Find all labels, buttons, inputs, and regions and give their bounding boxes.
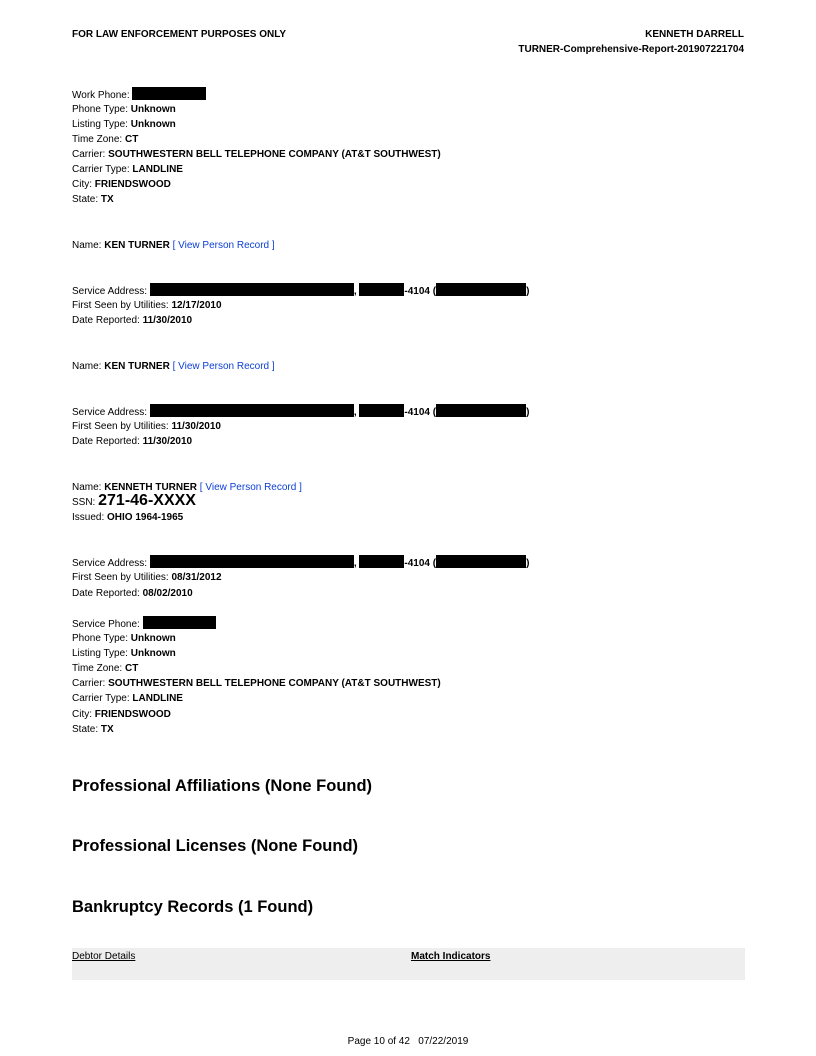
redaction-box — [359, 283, 404, 296]
phone-type-line — [72, 102, 176, 117]
zip-suffix: -4104 ( — [404, 286, 437, 297]
service-address-line — [72, 555, 529, 571]
first-seen-label: First Seen by Utilities: — [72, 421, 169, 432]
listing-type-value: Unknown — [130, 648, 176, 659]
view-person-record-link[interactable]: [ View Person Record ] — [199, 482, 302, 493]
header-subject-name: KENNETH DARRELL — [645, 29, 744, 40]
date-reported-value: 08/02/2010 — [142, 588, 193, 599]
view-person-record-link[interactable]: [ View Person Record ] — [172, 240, 275, 251]
service-phone-line — [72, 616, 216, 632]
date-reported-line — [72, 434, 192, 449]
page-number: Page 10 of 42 — [347, 1036, 410, 1047]
city-value: FRIENDSWOOD — [94, 709, 171, 720]
redaction-box — [359, 404, 404, 417]
service-address-label: Service Address: — [72, 407, 148, 418]
redaction-box — [436, 555, 526, 568]
carrier-value: SOUTHWESTERN BELL TELEPHONE COMPANY (AT&T SOUTHWEST) — [108, 678, 441, 689]
address-close-paren: ) — [526, 286, 530, 297]
ssn-line — [72, 493, 196, 510]
phone-type-label: Phone Type: — [72, 104, 128, 115]
redaction-box — [150, 404, 354, 417]
person-name: KEN TURNER — [104, 240, 170, 251]
name-label: Name: — [72, 482, 102, 493]
date-reported-label: Date Reported: — [72, 315, 140, 326]
carrier-type-label: Carrier Type: — [72, 164, 130, 175]
state-line — [72, 722, 114, 737]
bankruptcy-table-header — [72, 948, 745, 980]
first-seen-line — [72, 570, 222, 585]
zip-suffix: -4104 ( — [404, 558, 437, 569]
city-label: City: — [72, 179, 92, 190]
record-name-line — [72, 238, 275, 253]
carrier-line — [72, 676, 441, 691]
issued-line — [72, 510, 183, 525]
address-close-paren: ) — [526, 407, 530, 418]
service-address-label: Service Address: — [72, 558, 148, 569]
service-address-line — [72, 283, 529, 299]
header-disclaimer: FOR LAW ENFORCEMENT PURPOSES ONLY — [72, 29, 287, 40]
debtor-details-column-header[interactable]: Debtor Details — [72, 951, 136, 962]
carrier-value: SOUTHWESTERN BELL TELEPHONE COMPANY (AT&T SOUTHWEST) — [108, 149, 441, 160]
carrier-type-value: LANDLINE — [132, 164, 183, 175]
time-zone-label: Time Zone: — [72, 134, 123, 145]
redaction-box — [143, 616, 216, 629]
carrier-label: Carrier: — [72, 678, 106, 689]
ssn-label: SSN: — [72, 497, 96, 508]
address-comma: , — [353, 558, 357, 569]
work-phone-label: Work Phone: — [72, 90, 130, 101]
redaction-box — [436, 283, 526, 296]
state-label: State: — [72, 724, 99, 735]
carrier-type-line — [72, 691, 183, 706]
carrier-type-line — [72, 162, 183, 177]
address-comma: , — [353, 407, 357, 418]
state-value: TX — [100, 194, 114, 205]
time-zone-line — [72, 132, 138, 147]
redaction-box — [150, 283, 354, 296]
date-reported-value: 11/30/2010 — [142, 315, 193, 326]
carrier-line — [72, 147, 441, 162]
service-phone-label: Service Phone: — [72, 619, 140, 630]
time-zone-value: CT — [124, 134, 139, 145]
service-address-label: Service Address: — [72, 286, 148, 297]
state-label: State: — [72, 194, 99, 205]
listing-type-label: Listing Type: — [72, 648, 128, 659]
person-name: KEN TURNER — [104, 361, 170, 372]
redaction-box — [436, 404, 526, 417]
city-label: City: — [72, 709, 92, 720]
date-reported-label: Date Reported: — [72, 436, 140, 447]
first-seen-label: First Seen by Utilities: — [72, 572, 169, 583]
first-seen-value: 12/17/2010 — [171, 300, 222, 311]
carrier-label: Carrier: — [72, 149, 106, 160]
first-seen-value: 08/31/2012 — [171, 572, 222, 583]
date-reported-value: 11/30/2010 — [142, 436, 193, 447]
phone-type-value: Unknown — [130, 104, 176, 115]
work-phone-line — [72, 87, 206, 103]
time-zone-value: CT — [124, 663, 139, 674]
state-line — [72, 192, 114, 207]
view-person-record-link[interactable]: [ View Person Record ] — [172, 361, 275, 372]
phone-type-value: Unknown — [130, 633, 176, 644]
city-line — [72, 707, 171, 722]
first-seen-line — [72, 419, 221, 434]
address-close-paren: ) — [526, 558, 530, 569]
zip-suffix: -4104 ( — [404, 407, 437, 418]
phone-type-line — [72, 631, 176, 646]
date-reported-line — [72, 586, 193, 601]
first-seen-value: 11/30/2010 — [171, 421, 221, 432]
bankruptcy-records-heading: Bankruptcy Records (1 Found) — [72, 898, 314, 916]
page-footer — [0, 1034, 816, 1049]
time-zone-label: Time Zone: — [72, 663, 123, 674]
person-name: KENNETH TURNER — [104, 482, 198, 493]
report-date: 07/22/2019 — [418, 1036, 469, 1047]
date-reported-line — [72, 313, 192, 328]
first-seen-line — [72, 298, 222, 313]
redaction-box — [150, 555, 354, 568]
service-address-line — [72, 404, 529, 420]
time-zone-line — [72, 661, 138, 676]
carrier-type-value: LANDLINE — [132, 693, 183, 704]
listing-type-value: Unknown — [130, 119, 176, 130]
issued-label: Issued: — [72, 512, 105, 523]
date-reported-label: Date Reported: — [72, 588, 140, 599]
listing-type-line — [72, 117, 176, 132]
professional-licenses-heading: Professional Licenses (None Found) — [72, 837, 359, 855]
state-value: TX — [100, 724, 114, 735]
professional-affiliations-heading: Professional Affiliations (None Found) — [72, 777, 373, 795]
first-seen-label: First Seen by Utilities: — [72, 300, 169, 311]
carrier-type-label: Carrier Type: — [72, 693, 130, 704]
issued-value: OHIO 1964-1965 — [107, 512, 184, 523]
city-value: FRIENDSWOOD — [94, 179, 171, 190]
redaction-box — [132, 87, 206, 100]
redaction-box — [359, 555, 404, 568]
name-label: Name: — [72, 361, 102, 372]
header-report-filename: TURNER-Comprehensive-Report-201907221704 — [518, 44, 744, 55]
ssn-value: 271-46-XXXX — [98, 492, 196, 509]
city-line — [72, 177, 171, 192]
match-indicators-column-header: Match Indicators — [411, 951, 491, 962]
listing-type-label: Listing Type: — [72, 119, 128, 130]
record-name-line — [72, 359, 275, 374]
name-label: Name: — [72, 240, 102, 251]
address-comma: , — [353, 286, 357, 297]
header-report-id — [518, 27, 744, 57]
phone-type-label: Phone Type: — [72, 633, 128, 644]
listing-type-line — [72, 646, 176, 661]
